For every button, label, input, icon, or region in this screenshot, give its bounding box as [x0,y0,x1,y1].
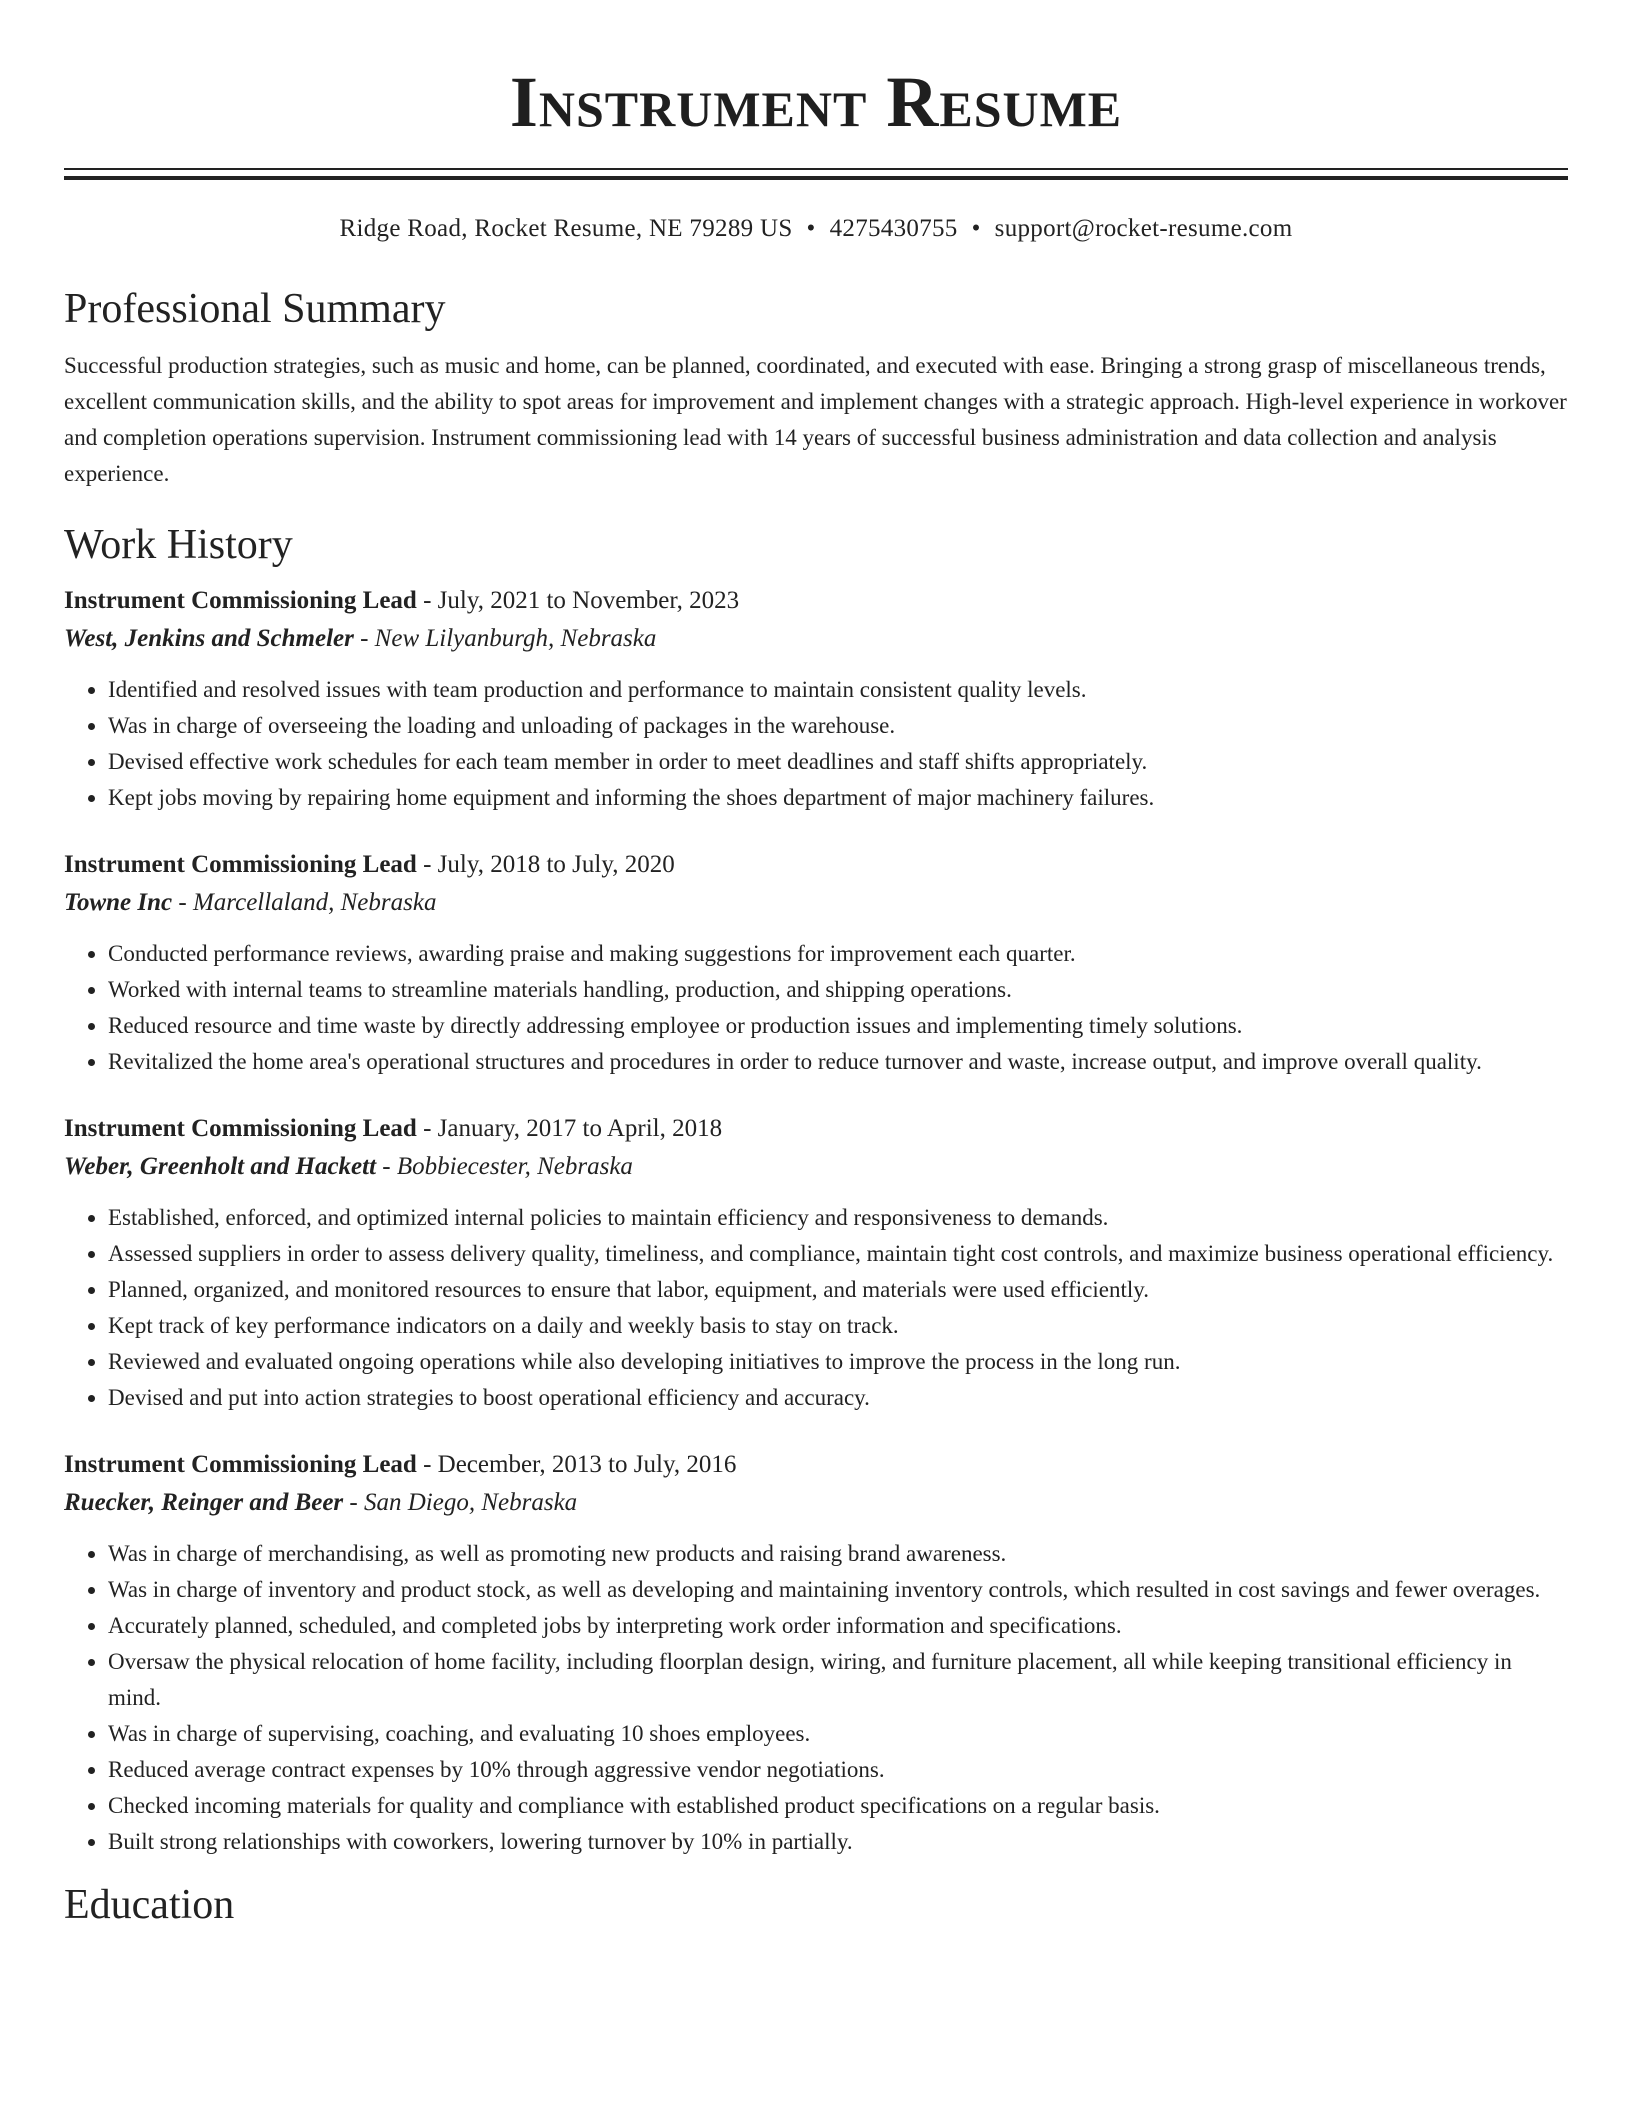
job-title-line [64,582,1568,620]
job-company: Ruecker, Reinger and Beer [64,1489,344,1516]
job-bullet: • Built strong relationships with coworkers, lowering turnover by 10% in partially. [108,1824,1568,1860]
job-bullet: • Conducted performance reviews, awarding praise and making suggestions for improvement each quarter. [108,936,1568,972]
job-dates: - July, 2021 to November, 2023 [416,587,740,614]
job-bullet: • Was in charge of merchandising, as well as promoting new products and raising brand awareness. [108,1536,1568,1572]
work-history-section [64,520,1568,1860]
contact-separator: • [806,215,816,242]
job-bullets [64,1536,1568,1860]
job-entry [64,1110,1568,1416]
contact-phone: 4275430755 [829,215,958,242]
job-title-line [64,1110,1568,1148]
job-title: Instrument Commissioning Lead [64,1115,417,1142]
job-bullet: • Identified and resolved issues with team production and performance to maintain consistent quality levels. [108,672,1568,708]
job-company: Towne Inc [64,889,173,916]
job-title: Instrument Commissioning Lead [64,851,417,878]
job-company-line [64,1484,1568,1522]
professional-summary-section [64,284,1568,492]
contact-separator: • [971,215,981,242]
job-bullet: • Oversaw the physical relocation of home facility, including floorplan design, wiring, and furniture placement, all while keeping transitional efficiency in mind. [108,1644,1568,1716]
job-location: - New Lilyanburgh, Nebraska [353,625,657,652]
job-company: West, Jenkins and Schmeler [64,625,354,652]
job-location: - Marcellaland, Nebraska [172,889,437,916]
job-entry [64,846,1568,1080]
contact-address: Ridge Road, Rocket Resume, NE 79289 US [339,215,793,242]
job-bullet: • Reviewed and evaluated ongoing operations while also developing initiatives to improve the process in the long run. [108,1344,1568,1380]
job-bullet: • Worked with internal teams to streamline materials handling, production, and shipping operations. [108,972,1568,1008]
job-bullet: • Kept jobs moving by repairing home equipment and informing the shoes department of major machinery failures. [108,780,1568,816]
job-bullet: • Reduced resource and time waste by directly addressing employee or production issues and implementing timely solutions. [108,1008,1568,1044]
section-heading-summary: Professional Summary [64,286,446,332]
contact-line [64,214,1568,244]
job-entry [64,582,1568,816]
resume-title: Instrument Resume [509,62,1123,142]
job-bullet: • Reduced average contract expenses by 10% through aggressive vendor negotiations. [108,1752,1568,1788]
title-divider-thick [64,176,1568,180]
contact-email: support@rocket-resume.com [994,215,1293,242]
job-dates: - December, 2013 to July, 2016 [416,1451,737,1478]
job-location: - San Diego, Nebraska [343,1489,578,1516]
job-bullet: • Kept track of key performance indicators on a daily and weekly basis to stay on track. [108,1308,1568,1344]
job-entry [64,1446,1568,1860]
summary-text: Successful production strategies, such as music and home, can be planned, coordinated, and executed with ease. Bringing a strong grasp of miscellaneous trends, excellent communication skills, and the ability to spot areas for improvement and implement changes with a strategic approach. High-level experience in workover and completion operations supervision. Instrument commissioning lead with 14 years of successful business administration and data collection and analysis experience. [64,353,1567,486]
job-company-line [64,1148,1568,1186]
job-title: Instrument Commissioning Lead [64,1451,417,1478]
job-bullet: • Was in charge of supervising, coaching, and evaluating 10 shoes employees. [108,1716,1568,1752]
job-bullet: • Accurately planned, scheduled, and completed jobs by interpreting work order information and specifications. [108,1608,1568,1644]
job-location: - Bobbiecester, Nebraska [376,1153,633,1180]
job-bullets [64,672,1568,816]
education-section [64,1880,1568,1930]
job-company-line [64,620,1568,658]
job-company-line [64,884,1568,922]
job-bullet: • Checked incoming materials for quality and compliance with established product specifications on a regular basis. [108,1788,1568,1824]
job-bullets [64,936,1568,1080]
job-bullet: • Devised and put into action strategies to boost operational efficiency and accuracy. [108,1380,1568,1416]
job-title-line [64,846,1568,884]
job-bullet: • Assessed suppliers in order to assess delivery quality, timeliness, and compliance, maintain tight cost controls, and maximize business operational efficiency. [108,1236,1568,1272]
job-dates: - July, 2018 to July, 2020 [416,851,675,878]
job-bullets [64,1200,1568,1416]
job-bullet: • Revitalized the home area's operational structures and procedures in order to reduce turnover and waste, increase output, and improve overall quality. [108,1044,1568,1080]
job-title: Instrument Commissioning Lead [64,587,417,614]
job-bullet: • Was in charge of inventory and product stock, as well as developing and maintaining inventory controls, which resulted in cost savings and fewer overages. [108,1572,1568,1608]
job-company: Weber, Greenholt and Hackett [64,1153,377,1180]
job-bullet: • Planned, organized, and monitored resources to ensure that labor, equipment, and materials were used efficiently. [108,1272,1568,1308]
job-bullet: • Established, enforced, and optimized internal policies to maintain efficiency and responsiveness to demands. [108,1200,1568,1236]
section-heading-education: Education [64,1882,235,1928]
title-divider-thin [64,168,1568,170]
job-bullet: • Devised effective work schedules for each team member in order to meet deadlines and staff shifts appropriately. [108,744,1568,780]
job-dates: - January, 2017 to April, 2018 [416,1115,723,1142]
job-bullet: • Was in charge of overseeing the loading and unloading of packages in the warehouse. [108,708,1568,744]
section-heading-work-history: Work History [64,522,293,568]
job-title-line [64,1446,1568,1484]
